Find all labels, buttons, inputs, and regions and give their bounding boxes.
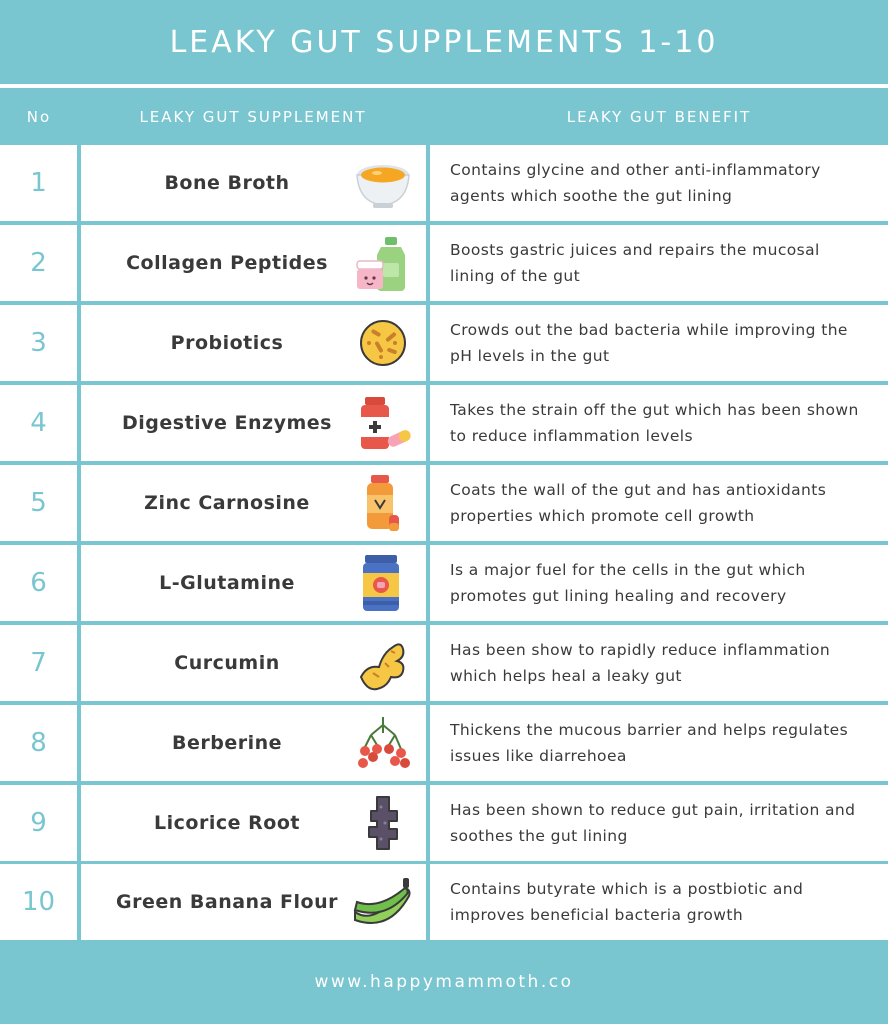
supplement-cell (81, 225, 426, 301)
table-row (0, 385, 888, 461)
table-row (0, 225, 888, 301)
supplement-cell (81, 545, 426, 621)
header-no: No (26, 107, 52, 126)
header-supplement: LEAKY GUT SUPPLEMENT (139, 107, 367, 126)
benefit-cell (430, 465, 888, 541)
supplement-name: Green Banana Flour (116, 891, 338, 913)
page-title: LEAKY GUT SUPPLEMENTS 1-10 (169, 24, 719, 60)
row-number: 8 (0, 705, 77, 781)
row-number: 7 (0, 625, 77, 701)
benefit-text: Contains butyrate which is a postbiotic and improves beneficial bacteria growth (450, 880, 804, 924)
benefit-text: Is a major fuel for the cells in the gut which promotes gut lining healing and recovery (450, 561, 806, 605)
benefit-text: Contains glycine and other anti-inflammatory agents which soothe the gut lining (450, 161, 821, 205)
supplement-bottle-icon (351, 473, 415, 533)
benefit-cell (430, 225, 888, 301)
benefit-cell (430, 864, 888, 940)
footer (0, 940, 888, 1024)
supplement-cell (81, 625, 426, 701)
row-number: 2 (0, 225, 77, 301)
benefit-text: Takes the strain off the gut which has been shown to reduce inflammation levels (450, 401, 859, 445)
supplement-cell (81, 465, 426, 541)
collagen-bottle-icon (351, 233, 415, 293)
ginger-root-icon (351, 633, 415, 693)
row-number: 9 (0, 785, 77, 861)
table-row (0, 705, 888, 781)
supplement-name: L-Glutamine (159, 572, 295, 594)
benefit-text: Has been show to rapidly reduce inflammation which helps heal a leaky gut (450, 641, 831, 685)
supplement-cell (81, 785, 426, 861)
table-row (0, 625, 888, 701)
medicine-bottle-icon (351, 393, 415, 453)
supplement-cell (81, 145, 426, 221)
supplement-cell (81, 305, 426, 381)
row-number: 4 (0, 385, 77, 461)
supplement-cell (81, 385, 426, 461)
table-row (0, 545, 888, 621)
website-url: www.happymammoth.co (314, 972, 574, 992)
bacteria-icon (351, 313, 415, 373)
supplement-name: Zinc Carnosine (144, 492, 310, 514)
benefit-text: Boosts gastric juices and repairs the mucosal lining of the gut (450, 241, 820, 285)
header-benefit: LEAKY GUT BENEFIT (566, 107, 752, 126)
supplement-name: Berberine (171, 732, 283, 754)
licorice-root-icon (351, 793, 415, 853)
protein-tub-icon (351, 553, 415, 613)
benefit-cell (430, 305, 888, 381)
benefit-cell (430, 385, 888, 461)
supplement-name: Bone Broth (164, 172, 290, 194)
table-header (0, 88, 888, 145)
table-row (0, 785, 888, 861)
row-number: 1 (0, 145, 77, 221)
supplement-name: Curcumin (174, 652, 280, 674)
supplement-name: Collagen Peptides (126, 252, 328, 274)
benefit-cell (430, 625, 888, 701)
table-row (0, 305, 888, 381)
benefit-cell (430, 545, 888, 621)
green-banana-icon (351, 872, 415, 932)
benefit-text: Has been shown to reduce gut pain, irritation and soothes the gut lining (450, 801, 856, 845)
supplement-name: Licorice Root (154, 812, 300, 834)
table-row (0, 145, 888, 221)
supplement-name: Probiotics (170, 332, 284, 354)
table-row (0, 864, 888, 940)
row-number: 10 (0, 864, 77, 940)
supplement-table (0, 145, 888, 940)
benefit-text: Thickens the mucous barrier and helps regulates issues like diarrehoea (450, 721, 849, 765)
row-number: 3 (0, 305, 77, 381)
row-number: 5 (0, 465, 77, 541)
benefit-text: Coats the wall of the gut and has antioxidants properties which promote cell growth (450, 481, 827, 525)
table-row (0, 465, 888, 541)
benefit-cell (430, 785, 888, 861)
supplement-name: Digestive Enzymes (121, 412, 332, 434)
supplement-cell (81, 864, 426, 940)
berries-icon (351, 713, 415, 773)
row-number: 6 (0, 545, 77, 621)
benefit-text: Crowds out the bad bacteria while improving the pH levels in the gut (450, 321, 848, 365)
title-bar (0, 0, 888, 84)
supplement-cell (81, 705, 426, 781)
benefit-cell (430, 705, 888, 781)
benefit-cell (430, 145, 888, 221)
soup-bowl-icon (351, 153, 415, 213)
